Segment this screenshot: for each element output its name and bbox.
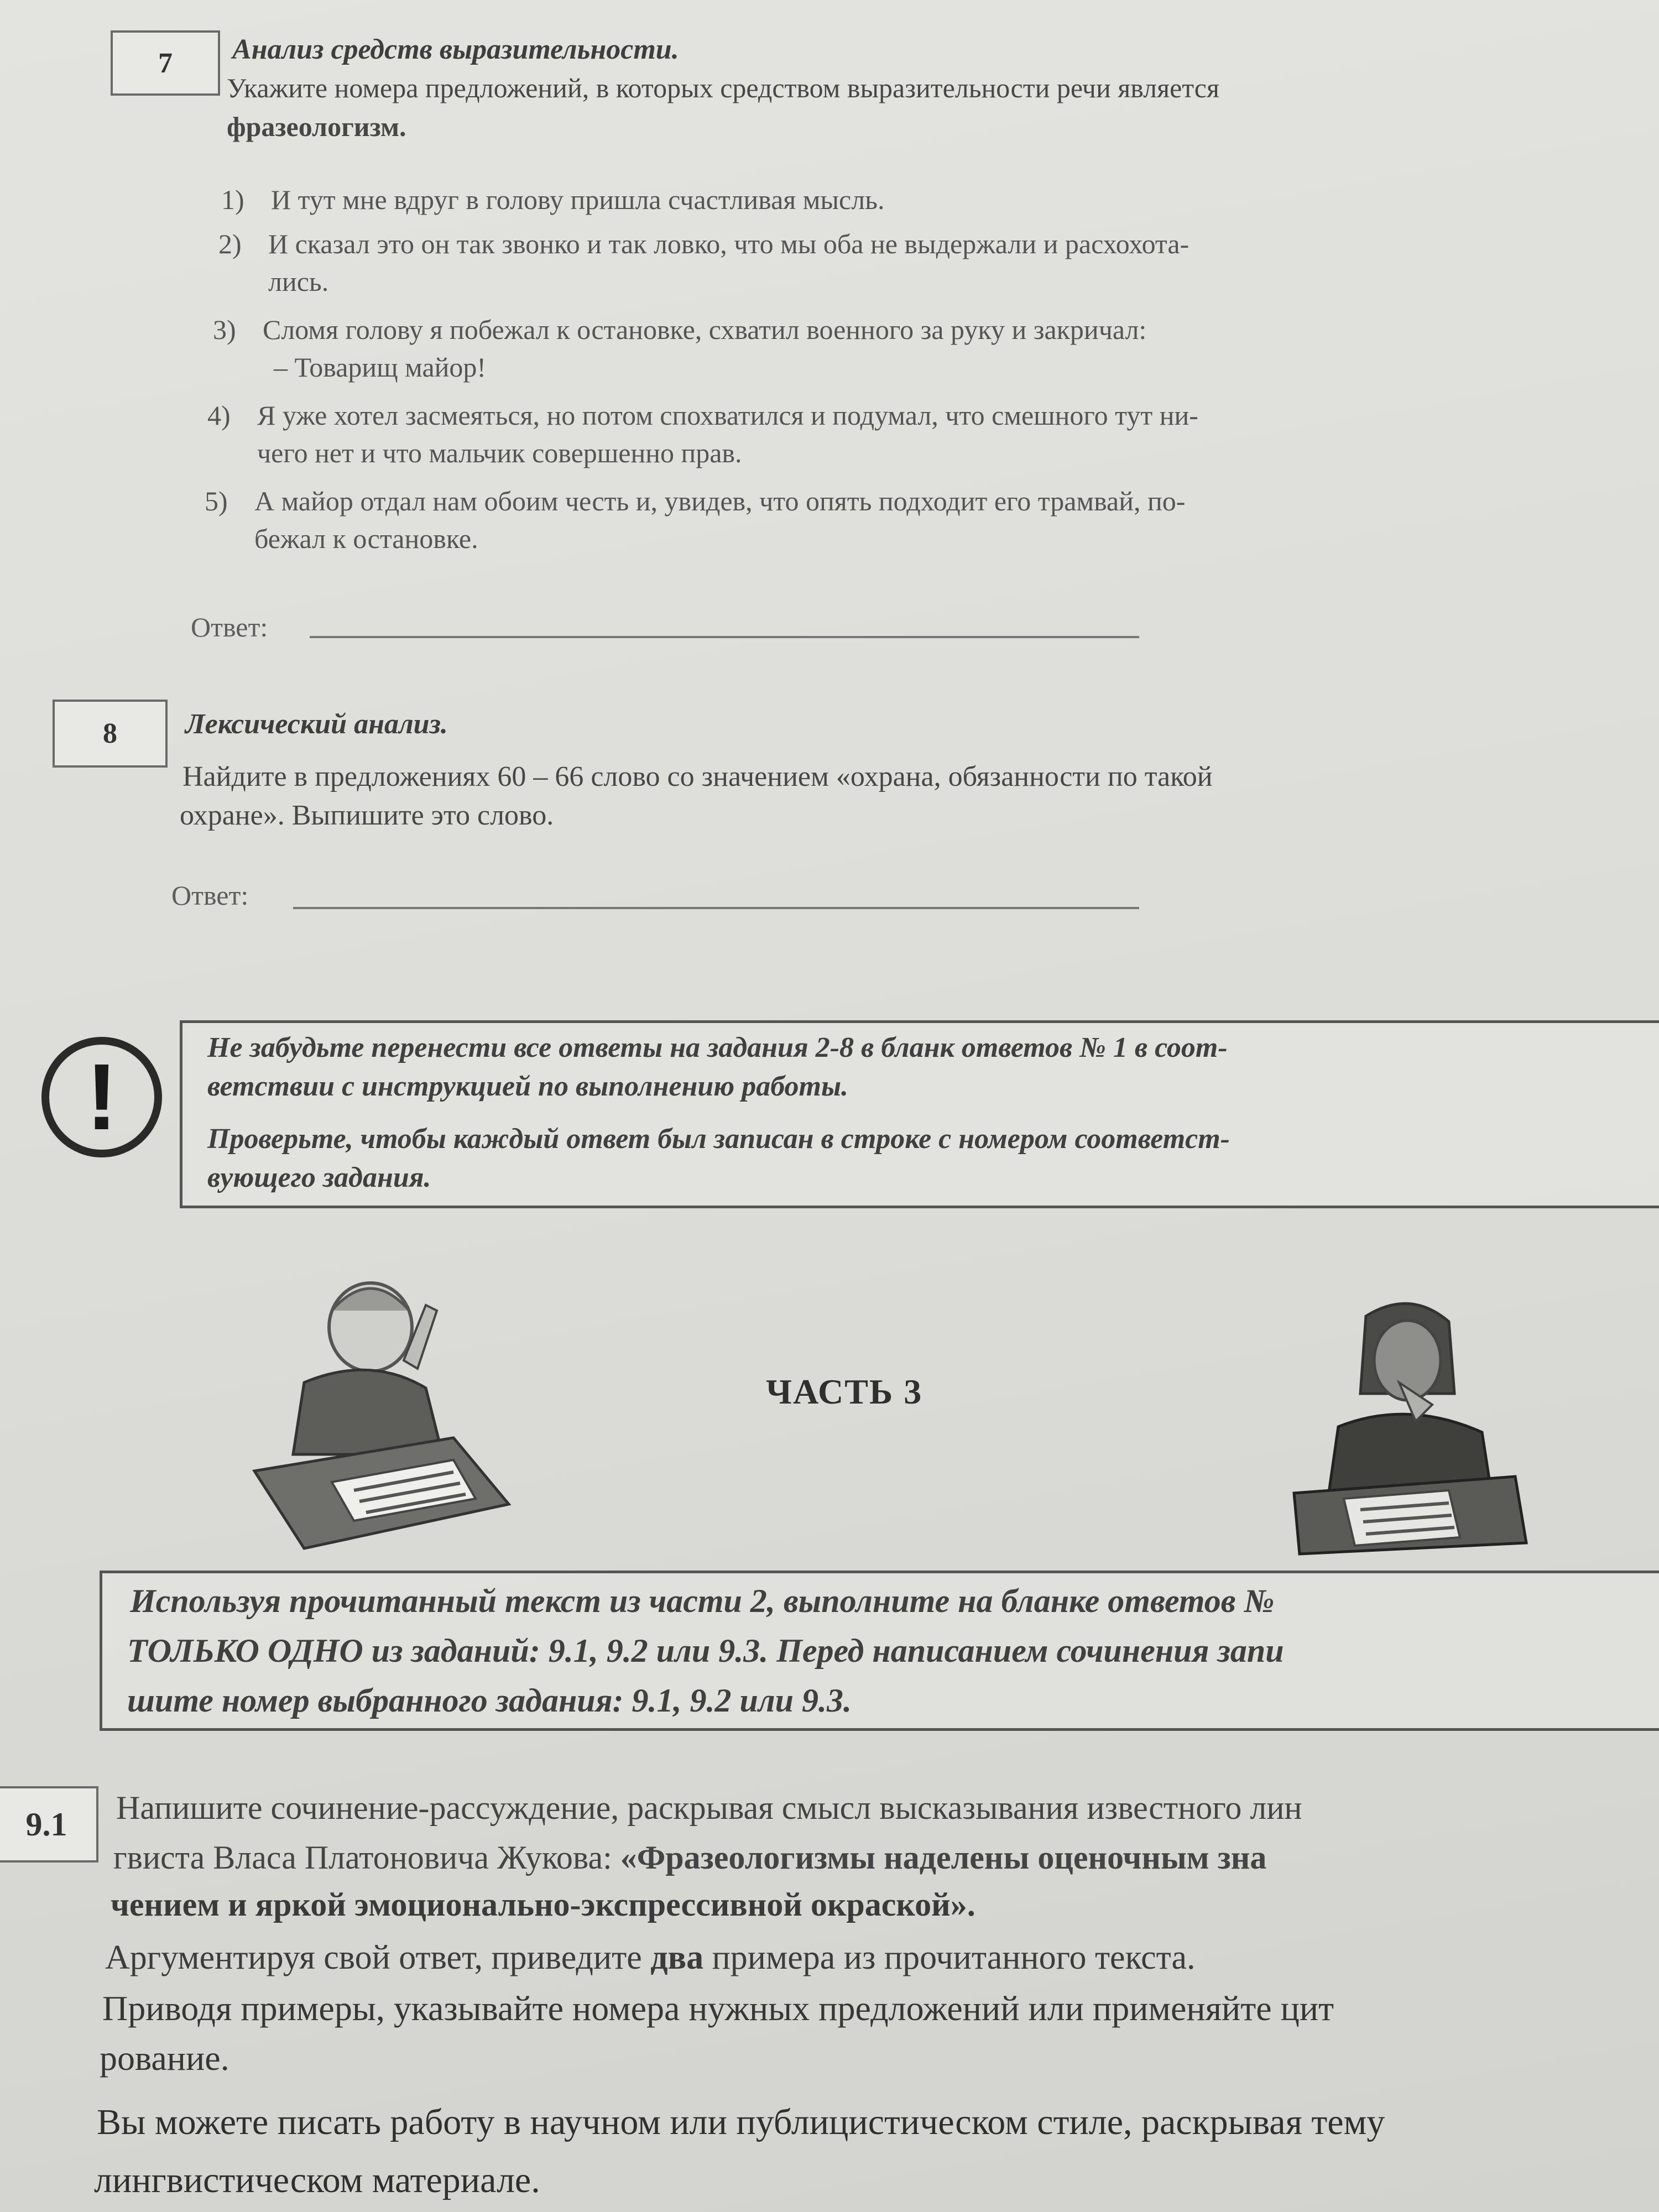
quote-text: «Фразеологизмы наделены оценочным зна xyxy=(620,1839,1267,1876)
task-instruction: Вы можете писать работу в научном или публицистическом стиле, раскрывая тему xyxy=(97,2102,1385,2142)
answer-label: Ответ: xyxy=(191,612,268,643)
task-instruction: фразеологизм. xyxy=(227,111,406,142)
task-instruction: Приводя примеры, указывайте номера нужных предложений или применяйте цит xyxy=(102,1989,1334,2028)
task-instruction: Найдите в предложениях 60 – 66 слово со значением «охрана, обязанности по такой xyxy=(182,761,1213,792)
emphasis-text: два xyxy=(650,1939,704,1976)
student-illustration-left xyxy=(243,1272,531,1559)
quote-text: чением и яркой эмоционально-экспрессивной окраской». xyxy=(111,1886,975,1923)
task-text: Аргументируя свой ответ, приведите xyxy=(105,1939,651,1976)
item-text-continued: бежал к остановке. xyxy=(254,523,478,554)
list-item xyxy=(205,484,1620,561)
answer-line[interactable] xyxy=(310,636,1139,638)
task-instruction xyxy=(105,1938,1196,1978)
task-number-box xyxy=(0,1786,98,1863)
task-text: гвиста Власа Платоновича Жукова: xyxy=(113,1839,620,1876)
answer-label: Ответ: xyxy=(171,880,249,911)
answer-line[interactable] xyxy=(293,907,1139,909)
task-title: Лексический анализ. xyxy=(185,708,448,740)
list-item xyxy=(207,398,1623,476)
list-item xyxy=(213,312,1629,390)
task-number: 9.1 xyxy=(25,1806,67,1843)
item-text: А майор отдал нам обоим честь и, увидев, что опять подходит его трамвай, по- xyxy=(254,486,1186,517)
item-text: И тут мне вдруг в голову пришла счастливая мысль. xyxy=(271,184,885,215)
task-number: 8 xyxy=(103,718,117,749)
list-item xyxy=(218,227,1634,304)
instruction-text: Используя прочитанный текст из части 2, выполните на бланке ответов № xyxy=(130,1583,1275,1619)
item-text: И сказал это он так звонко и так ловко, что мы оба не выдержали и расхохота- xyxy=(268,228,1190,259)
item-text: Я уже хотел засмеяться, но потом спохватился и подумал, что смешного тут ни- xyxy=(257,400,1198,431)
notice-text: Проверьте, чтобы каждый ответ был записан в строке с номером соответст- xyxy=(207,1123,1230,1155)
instruction-text: ТОЛЬКО ОДНО из заданий: 9.1, 9.2 или 9.3. Перед написанием сочинения запи xyxy=(127,1632,1284,1669)
task-number-box xyxy=(111,30,220,96)
item-number: 2) xyxy=(218,228,242,259)
task-instruction: Укажите номера предложений, в которых средством выразительности речи является xyxy=(227,72,1219,103)
task-number: 7 xyxy=(158,47,173,79)
item-text-continued: – Товарищ майор! xyxy=(274,352,487,383)
item-number: 3) xyxy=(213,314,236,345)
notice-text: Не забудьте перенести все ответы на задания 2-8 в бланк ответов № 1 в соот- xyxy=(207,1032,1228,1063)
notice-text: вующего задания. xyxy=(207,1162,431,1193)
part-title: ЧАСТЬ 3 xyxy=(766,1372,923,1411)
item-number: 4) xyxy=(207,400,231,431)
task-instruction: охране». Выпишите это слово. xyxy=(180,800,554,831)
list-item xyxy=(221,182,1637,221)
task-number-box xyxy=(53,700,168,768)
task-title: Анализ средств выразительности. xyxy=(232,34,679,65)
item-number: 5) xyxy=(205,486,228,517)
task-instruction xyxy=(113,1839,1266,1877)
item-number: 1) xyxy=(221,184,244,215)
item-text-continued: лись. xyxy=(268,266,329,297)
notice-text: ветствии с инструкцией по выполнению работы. xyxy=(207,1071,849,1102)
person-writing-icon xyxy=(254,1283,509,1548)
task-text: примера из прочитанного текста. xyxy=(703,1939,1196,1976)
task-instruction: Напишите сочинение-рассуждение, раскрывая смысл высказывания известного лин xyxy=(116,1790,1302,1826)
instruction-text: шите номер выбранного задания: 9.1, 9.2 или 9.3. xyxy=(127,1682,852,1719)
person-thinking-icon xyxy=(1294,1303,1526,1554)
task-instruction: рование. xyxy=(100,2038,229,2078)
student-illustration-right xyxy=(1283,1294,1537,1559)
item-text-continued: чего нет и что мальчик совершенно прав. xyxy=(257,437,742,468)
item-text: Сломя голову я побежал к остановке, схватил военного за руку и закричал: xyxy=(263,314,1147,345)
task-instruction: лингвистическом материале. xyxy=(94,2160,540,2200)
exclamation-icon: ! xyxy=(41,1037,162,1157)
